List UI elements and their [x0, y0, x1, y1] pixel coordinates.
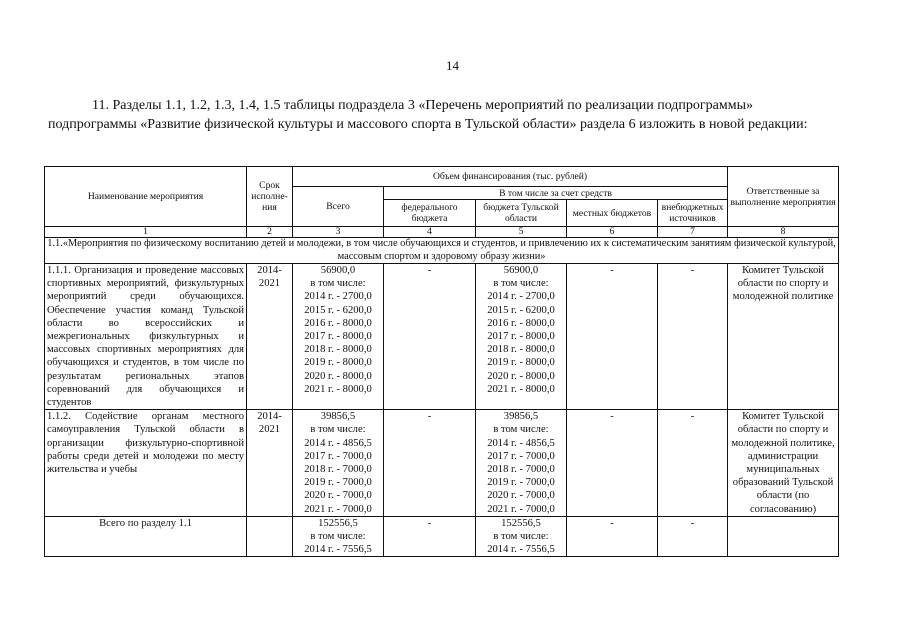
funding-line: 2021 г. - 8000,0: [487, 383, 555, 395]
amendment-paragraph: [48, 96, 838, 134]
funding-line: 56900,0: [320, 265, 356, 276]
funding-regional: [476, 410, 567, 517]
header-local: местных бюджетов: [567, 200, 658, 227]
responsible-party: Комитет Тульской области по спорту и молодежной политике, администрации муниципальных образований Тульской области (по согласованию): [728, 410, 839, 517]
funding-line: 2019 г. - 8000,0: [487, 357, 555, 369]
funding-line: 2016 г. - 8000,0: [304, 317, 372, 329]
total-funding-regional: [476, 516, 567, 557]
funding-total: [293, 264, 384, 410]
funding-line: 2017 г. - 8000,0: [487, 331, 555, 343]
activity-term: 2014-2021: [247, 410, 293, 517]
header-regional: бюджета Тульской области: [476, 200, 567, 227]
funding-line: в том числе:: [310, 531, 366, 543]
funding-line: 2015 г. - 6200,0: [304, 304, 372, 316]
funding-federal: -: [384, 410, 476, 517]
funding-line: 2014 г. - 7556,5: [487, 544, 555, 556]
section-title-row: [45, 238, 839, 264]
funding-line: 2014 г. - 4856,5: [304, 437, 372, 449]
activity-name: 1.1.1. Организация и проведение массовых спортивных мероприятий, физкультурных мероприятий среди обучающихся. Обеспечение участия команд Тульской области во всероссийских и межрегиональных физкультурных и массовых спортивных мероприятиях для обучающихся и студентов, в том числе по результатам региональных этапов соревнований для обучающихся и студентов: [45, 264, 247, 410]
header-name: Наименование мероприятия: [45, 167, 247, 227]
funding-line: в том числе:: [493, 424, 549, 436]
header-total: Всего: [293, 187, 384, 227]
total-funding-extrabudget: -: [658, 516, 728, 557]
funding-line: 2017 г. - 7000,0: [487, 450, 555, 462]
responsible-party: Комитет Тульской области по спорту и молодежной политике: [728, 264, 839, 410]
table-row: [45, 264, 839, 410]
total-funding-federal: -: [384, 516, 476, 557]
column-number: 1: [45, 227, 247, 238]
column-number: 6: [567, 227, 658, 238]
funding-line: 2015 г. - 6200,0: [487, 304, 555, 316]
funding-line: 2014 г. - 2700,0: [487, 291, 555, 303]
funding-line: 2019 г. - 7000,0: [487, 477, 555, 489]
paragraph-first-line: 11. Разделы 1.1, 1.2, 1.3, 1.4, 1.5 таблицы подраздела 3 «Перечень мероприятий по реализации подпрограммы»: [92, 98, 754, 113]
funding-extrabudget: -: [658, 264, 728, 410]
activities-table: [44, 166, 839, 557]
funding-regional: [476, 264, 567, 410]
header-extrabudget: внебюджетных источников: [658, 200, 728, 227]
funding-line: 2018 г. - 8000,0: [487, 344, 555, 356]
activity-name: 1.1.2. Содействие органам местного самоуправления Тульской области в организации физкультурно-спортивной работы среди детей и молодежи по месту жительства и учебы: [45, 410, 247, 517]
paragraph-rest: подпрограммы «Развитие физической культуры и массового спорта в Тульской области» раздела 6 изложить в новой редакции:: [48, 117, 808, 132]
funding-line: 56900,0: [503, 265, 539, 276]
column-number: 2: [247, 227, 293, 238]
funding-line: 152556,5: [501, 517, 541, 529]
total-label: Всего по разделу 1.1: [45, 516, 247, 557]
activity-term: 2014-2021: [247, 264, 293, 410]
header-responsible: Ответственные за выполнение мероприятия: [728, 167, 839, 227]
funding-line: 2014 г. - 7556,5: [304, 544, 372, 556]
section-title: 1.1.«Мероприятия по физическому воспитанию детей и молодежи, в том числе обучающихся и студентов, и привлечению их к систематическим занятиям физической культурой, массовым спортом и здоровому образу жизни»: [45, 238, 839, 264]
funding-line: 39856,5: [503, 411, 539, 423]
table-row: [45, 410, 839, 517]
column-number: 5: [476, 227, 567, 238]
total-funding-total: [293, 516, 384, 557]
funding-line: 2020 г. - 7000,0: [304, 490, 372, 502]
column-numbers-row: [45, 227, 839, 238]
funding-federal: -: [384, 264, 476, 410]
column-number: 8: [728, 227, 839, 238]
funding-line: 2021 г. - 7000,0: [304, 503, 372, 515]
funding-line: 2021 г. - 8000,0: [304, 383, 372, 395]
funding-local: -: [567, 264, 658, 410]
funding-line: 2014 г. - 2700,0: [304, 291, 372, 303]
funding-line: 2014 г. - 4856,5: [487, 437, 555, 449]
header-federal: федерального бюджета: [384, 200, 476, 227]
funding-line: в том числе:: [310, 424, 366, 436]
column-number: 3: [293, 227, 384, 238]
funding-line: 152556,5: [318, 517, 358, 529]
funding-extrabudget: -: [658, 410, 728, 517]
funding-line: 2020 г. - 8000,0: [304, 370, 372, 382]
total-term-empty: [247, 516, 293, 557]
funding-line: 2018 г. - 7000,0: [304, 464, 372, 476]
funding-line: 2019 г. - 7000,0: [304, 477, 372, 489]
funding-total: [293, 410, 384, 517]
funding-line: 2020 г. - 8000,0: [487, 370, 555, 382]
funding-line: 2017 г. - 7000,0: [304, 450, 372, 462]
column-number: 7: [658, 227, 728, 238]
funding-line: 2020 г. - 7000,0: [487, 490, 555, 502]
funding-local: -: [567, 410, 658, 517]
total-responsible-empty: [728, 516, 839, 557]
funding-line: 39856,5: [320, 411, 356, 423]
funding-line: в том числе:: [493, 531, 549, 543]
header-funding: Объем финансирования (тыс. рублей): [293, 167, 728, 187]
header-term: Срок исполне-ния: [247, 167, 293, 227]
header-including: В том числе за счет средств: [384, 187, 728, 200]
total-row: [45, 516, 839, 557]
total-funding-local: -: [567, 516, 658, 557]
funding-line: 2021 г. - 7000,0: [487, 503, 555, 515]
funding-line: в том числе:: [493, 278, 549, 290]
funding-line: 2016 г. - 8000,0: [487, 317, 555, 329]
page-number: 14: [446, 58, 459, 73]
funding-line: в том числе:: [310, 278, 366, 290]
funding-line: 2018 г. - 8000,0: [304, 344, 372, 356]
column-number: 4: [384, 227, 476, 238]
funding-line: 2019 г. - 8000,0: [304, 357, 372, 369]
funding-line: 2018 г. - 7000,0: [487, 464, 555, 476]
funding-line: 2017 г. - 8000,0: [304, 331, 372, 343]
